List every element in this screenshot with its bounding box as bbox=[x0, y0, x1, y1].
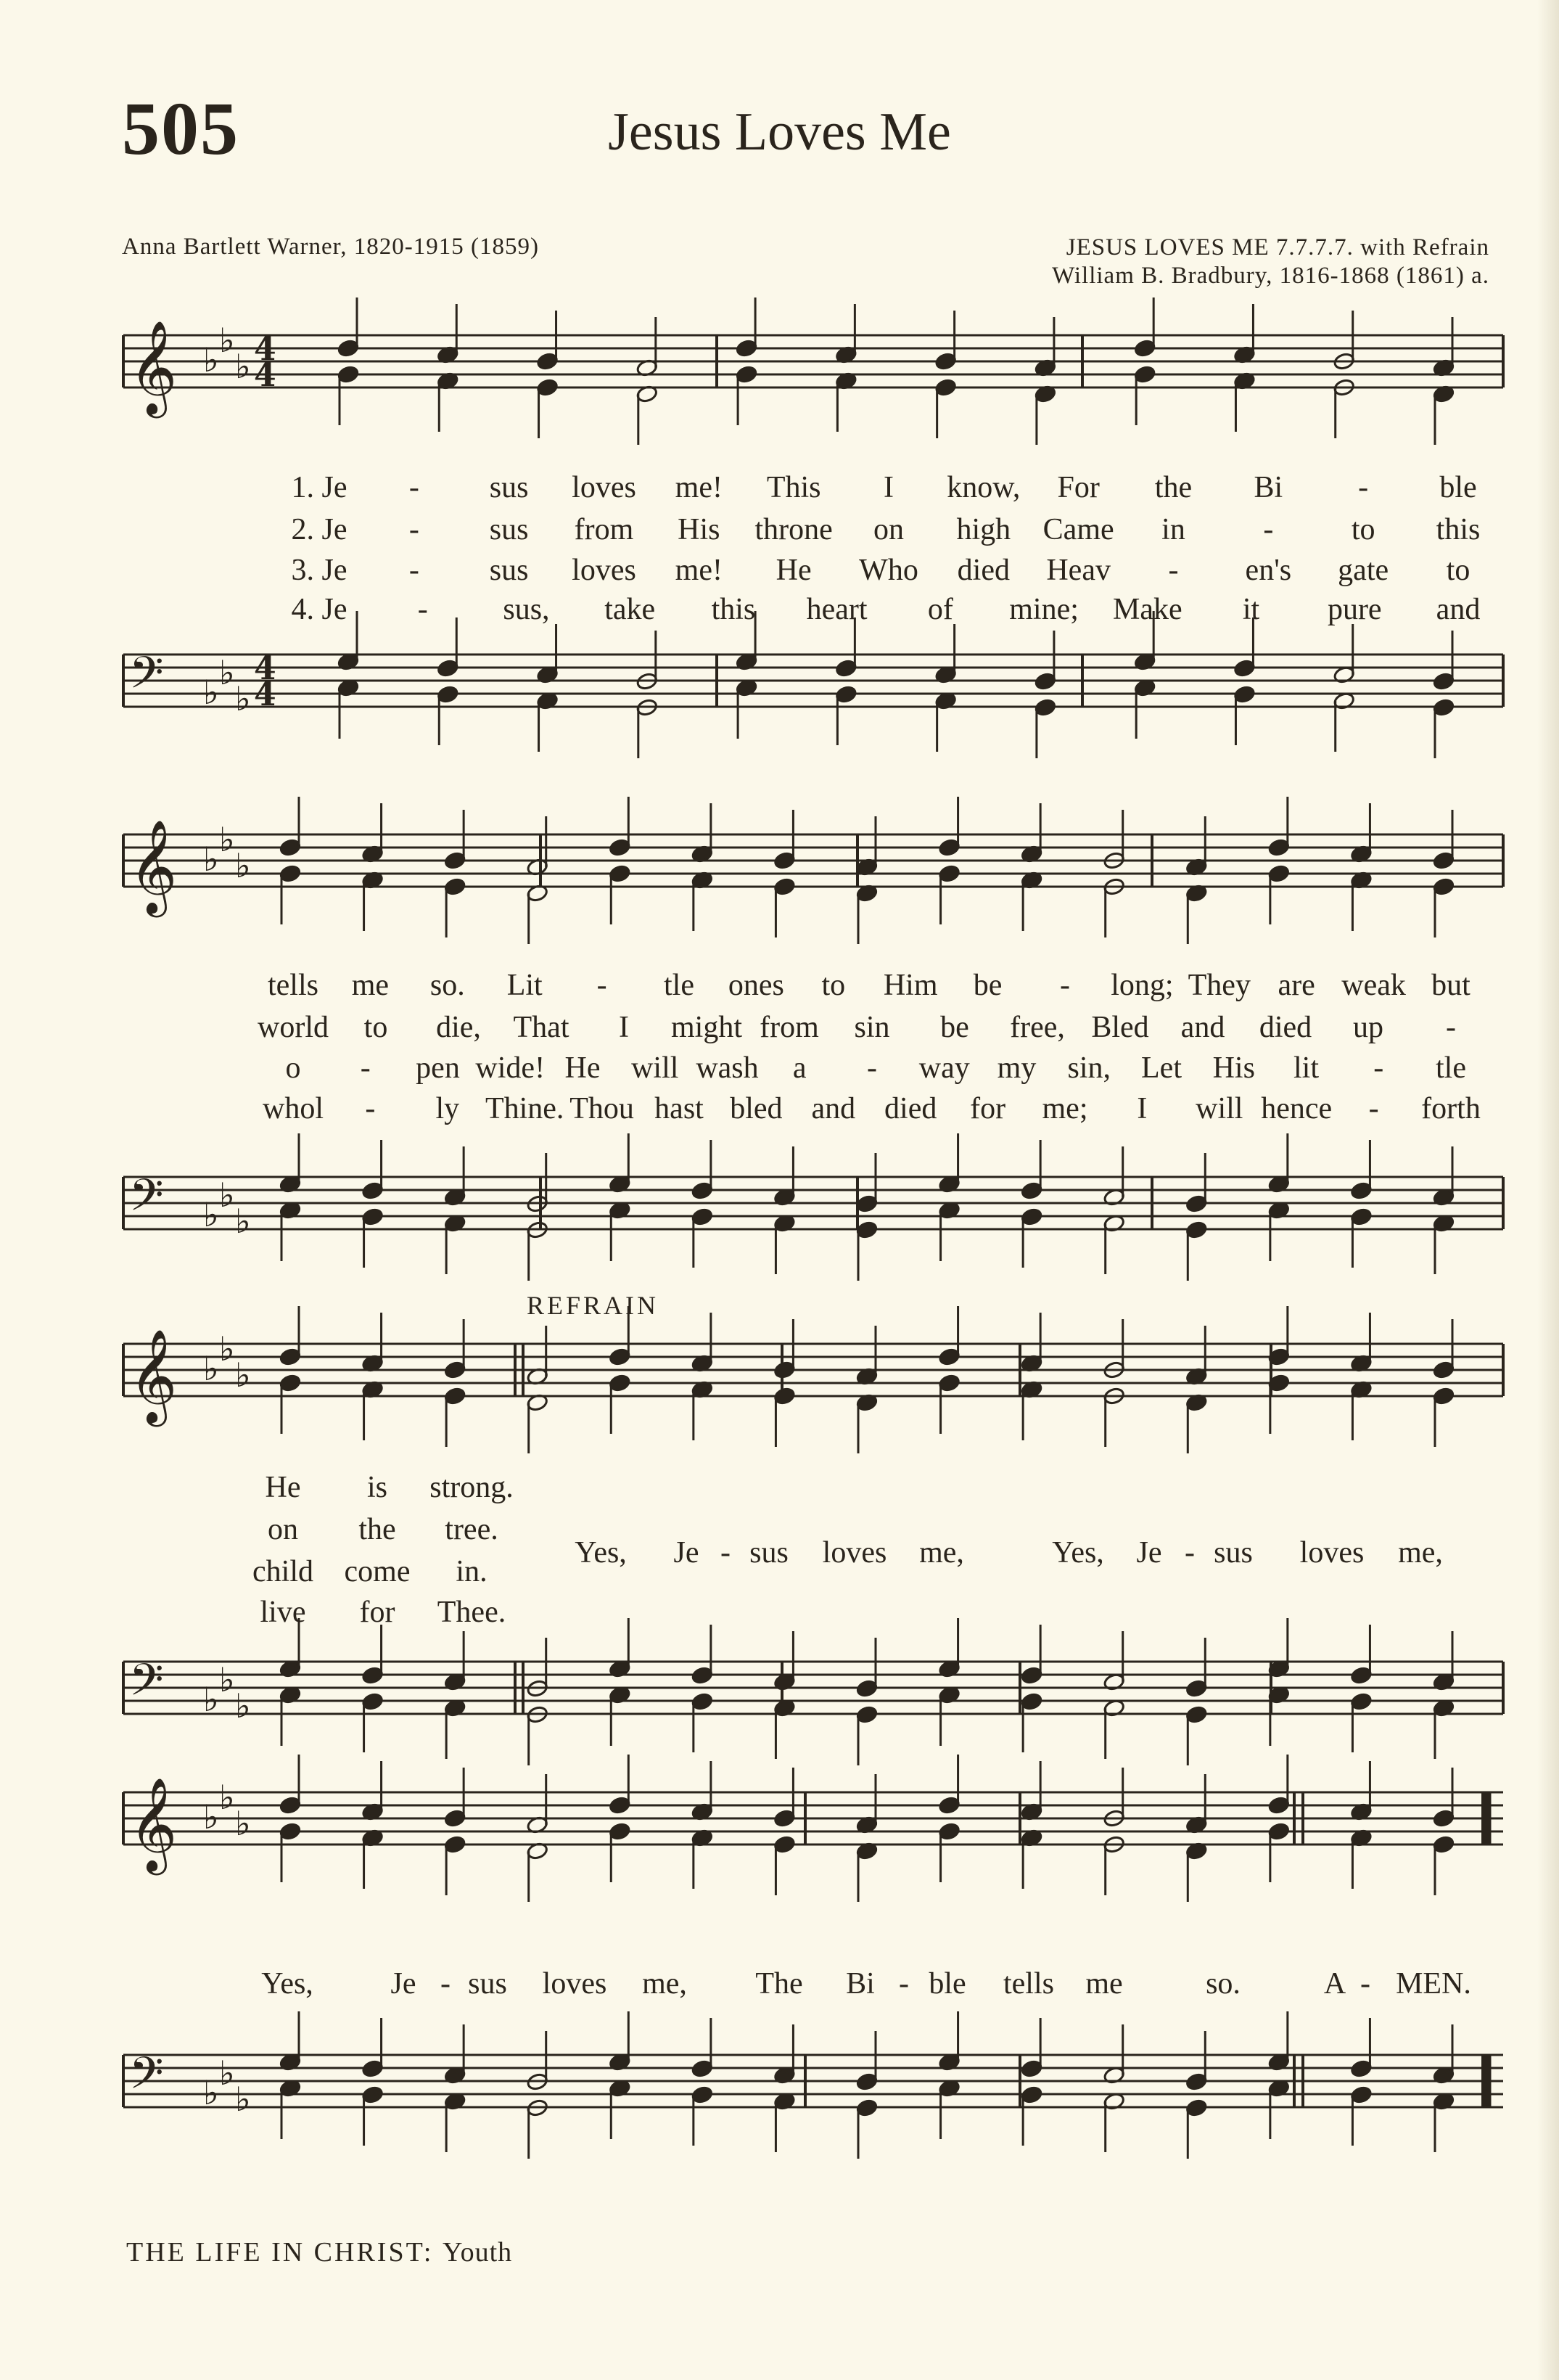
lyric-syllable: I bbox=[884, 471, 894, 504]
lyric-syllable: from bbox=[574, 513, 634, 546]
lyric-syllable: me bbox=[1085, 1967, 1123, 2001]
flat-icon: ♭ bbox=[235, 1686, 251, 1726]
lyric-syllable: whol bbox=[263, 1092, 324, 1125]
flat-icon: ♭ bbox=[235, 2080, 251, 2119]
bass-clef-icon: 𝄢 bbox=[129, 1170, 164, 1232]
lyric-syllable: ble bbox=[1439, 471, 1477, 504]
lyric-syllable: - bbox=[408, 513, 419, 546]
lyric-syllable: MEN. bbox=[1396, 1967, 1471, 2001]
flat-icon: ♭ bbox=[203, 1349, 219, 1388]
lyric-syllable: sus, bbox=[503, 593, 550, 626]
lyric-syllable: me! bbox=[675, 471, 723, 504]
lyric-syllable: - bbox=[440, 1967, 451, 2001]
author-credit: Anna Bartlett Warner, 1820-1915 (1859) bbox=[122, 234, 540, 260]
flat-icon: ♭ bbox=[203, 840, 219, 879]
lyric-syllable: sin bbox=[854, 1011, 890, 1044]
lyric-syllable: will bbox=[631, 1051, 679, 1085]
lyric-syllable: Came bbox=[1042, 513, 1114, 546]
lyric-syllable: sus bbox=[489, 471, 529, 504]
lyric-syllable: tle bbox=[664, 969, 694, 1002]
lyric-syllable: in. bbox=[456, 1555, 488, 1588]
lyric-syllable: - bbox=[408, 554, 419, 587]
lyric-syllable: They bbox=[1188, 969, 1251, 1002]
lyric-syllable: high bbox=[956, 513, 1011, 546]
lyric-syllable: - bbox=[1373, 1051, 1384, 1085]
lyric-syllable: He bbox=[776, 554, 812, 587]
lyric-syllable: know, bbox=[947, 471, 1021, 504]
lyric-syllable: mine; bbox=[1009, 593, 1079, 626]
lyric-syllable: Him bbox=[883, 969, 938, 1002]
lyric-syllable: a bbox=[792, 1051, 807, 1085]
lyric-syllable: for bbox=[970, 1092, 1006, 1125]
lyric-syllable: loves bbox=[572, 471, 636, 504]
lyric-syllable: tree. bbox=[445, 1513, 498, 1546]
lyric-syllable: die, bbox=[436, 1011, 481, 1044]
lyric-syllable: it bbox=[1242, 593, 1260, 626]
lyric-syllable: Thine. bbox=[485, 1092, 564, 1125]
hymn-number: 505 bbox=[122, 87, 239, 171]
hymn-title: Jesus Loves Me bbox=[608, 102, 951, 162]
lyric-syllable: - bbox=[867, 1051, 877, 1085]
lyric-syllable: sin, bbox=[1067, 1051, 1111, 1085]
lyric-syllable: my bbox=[997, 1051, 1037, 1085]
lyric-syllable: - bbox=[720, 1536, 731, 1569]
flat-icon: ♭ bbox=[203, 1680, 219, 1719]
lyric-syllable: way bbox=[918, 1051, 970, 1085]
lyric-syllable: ble bbox=[929, 1967, 966, 2001]
lyric-syllable: is bbox=[366, 1471, 388, 1504]
lyric-syllable: sus bbox=[489, 513, 529, 546]
lyric-syllable: This bbox=[766, 471, 821, 504]
lyric-syllable: me! bbox=[675, 554, 723, 587]
flat-icon: ♭ bbox=[219, 1660, 235, 1699]
treble-clef-icon: 𝄞 bbox=[129, 1329, 178, 1423]
lyric-syllable: 3. Je bbox=[291, 554, 347, 587]
lyric-syllable: He bbox=[564, 1051, 601, 1085]
flat-icon: ♭ bbox=[235, 1202, 251, 1241]
staff-2-treble bbox=[123, 834, 1503, 887]
flat-icon: ♭ bbox=[235, 679, 251, 718]
lyric-syllable: Bled bbox=[1091, 1011, 1149, 1044]
lyric-syllable: Make bbox=[1112, 593, 1182, 626]
section-label bbox=[126, 2236, 512, 2268]
lyric-syllable: throne bbox=[754, 513, 833, 546]
lyric-syllable: I bbox=[619, 1011, 629, 1044]
lyric-syllable: - bbox=[1060, 969, 1070, 1002]
lyric-syllable: Lit bbox=[506, 969, 543, 1002]
lyric-syllable: weak bbox=[1341, 969, 1406, 1002]
lyric-syllable: are bbox=[1278, 969, 1315, 1002]
lyric-syllable: for bbox=[359, 1596, 395, 1629]
flat-icon: ♭ bbox=[219, 653, 235, 692]
bass-clef-icon: 𝄢 bbox=[129, 647, 164, 710]
lyric-syllable: pen bbox=[416, 1051, 460, 1085]
lyric-syllable: from bbox=[760, 1011, 819, 1044]
staff-3-treble bbox=[123, 1344, 1503, 1396]
staff-3-bass bbox=[123, 1662, 1503, 1714]
flat-icon: ♭ bbox=[219, 1778, 235, 1817]
lyric-syllable: A bbox=[1323, 1967, 1346, 2001]
lyric-syllable: loves bbox=[542, 1967, 607, 2001]
lyric-syllable: Je bbox=[390, 1967, 416, 2001]
lyric-syllable: - bbox=[1358, 471, 1369, 504]
final-barline bbox=[1483, 2055, 1490, 2107]
lyric-syllable: - bbox=[417, 593, 428, 626]
lyric-syllable: sus bbox=[468, 1967, 507, 2001]
lyric-syllable: tells bbox=[268, 969, 318, 1002]
bass-clef-icon: 𝄢 bbox=[129, 2048, 164, 2110]
time-signature: 4 bbox=[254, 357, 276, 394]
lyric-syllable: lit bbox=[1293, 1051, 1320, 1085]
lyric-syllable: en's bbox=[1245, 554, 1292, 587]
time-signature: 4 bbox=[254, 331, 276, 368]
lyric-syllable: this bbox=[711, 593, 756, 626]
lyric-syllable: - bbox=[1263, 513, 1274, 546]
lyric-syllable: - bbox=[360, 1051, 371, 1085]
lyric-syllable: to bbox=[363, 1011, 388, 1044]
lyric-syllable: For bbox=[1057, 471, 1100, 504]
lyric-syllable: - bbox=[408, 471, 419, 504]
lyric-syllable: the bbox=[358, 1513, 396, 1546]
lyric-syllable: Je bbox=[1136, 1536, 1162, 1569]
lyric-syllable: Let bbox=[1141, 1051, 1182, 1085]
staff-4-treble bbox=[123, 1792, 1503, 1844]
lyric-syllable: tells bbox=[1003, 1967, 1054, 2001]
lyric-syllable: child bbox=[252, 1555, 313, 1588]
lyric-syllable: me, bbox=[919, 1536, 964, 1569]
lyric-syllable: so. bbox=[429, 969, 465, 1002]
lyric-syllable: loves bbox=[572, 554, 636, 587]
staff-4-bass bbox=[123, 2055, 1503, 2107]
lyric-syllable: wide! bbox=[475, 1051, 546, 1085]
lyric-syllable: ly bbox=[435, 1092, 460, 1125]
lyric-syllable: on bbox=[268, 1513, 298, 1546]
staff-1-treble bbox=[123, 335, 1503, 387]
lyric-syllable: free, bbox=[1010, 1011, 1065, 1044]
lyric-syllable: I bbox=[1137, 1092, 1148, 1125]
lyric-syllable: - bbox=[1368, 1092, 1379, 1125]
lyric-syllable: to bbox=[1446, 554, 1470, 587]
lyric-syllable: loves bbox=[822, 1536, 887, 1569]
lyric-syllable: hast bbox=[654, 1092, 704, 1125]
lyric-syllable: 1. Je bbox=[291, 471, 347, 504]
lyric-syllable: sus bbox=[489, 554, 529, 587]
treble-clef-icon: 𝄞 bbox=[129, 1777, 178, 1871]
lyric-syllable: take bbox=[604, 593, 656, 626]
time-signature: 4 bbox=[254, 650, 276, 687]
lyric-syllable: 2. Je bbox=[291, 513, 347, 546]
lyric-syllable: be bbox=[973, 969, 1003, 1002]
lyric-syllable: forth bbox=[1421, 1092, 1481, 1125]
lyric-syllable: to bbox=[821, 969, 846, 1002]
staff-2-bass bbox=[123, 1177, 1503, 1229]
composer-credit: William B. Bradbury, 1816-1868 (1861) a. bbox=[1052, 263, 1489, 289]
flat-icon: ♭ bbox=[235, 1804, 251, 1843]
lyric-syllable: Who bbox=[859, 554, 918, 587]
lyric-syllable: wash bbox=[696, 1051, 759, 1085]
lyric-syllable: sus bbox=[749, 1536, 789, 1569]
lyric-syllable: His bbox=[678, 513, 720, 546]
lyric-syllable: up bbox=[1353, 1011, 1383, 1044]
final-barline bbox=[1483, 1792, 1490, 1844]
lyric-syllable: Bi bbox=[1254, 471, 1283, 504]
staff-1-bass bbox=[123, 654, 1503, 707]
lyric-syllable: be bbox=[940, 1011, 969, 1044]
lyric-syllable: me bbox=[351, 969, 390, 1002]
flat-icon: ♭ bbox=[203, 340, 219, 379]
lyric-syllable: - bbox=[899, 1967, 909, 2001]
lyric-syllable: - bbox=[1185, 1536, 1195, 1569]
flat-icon: ♭ bbox=[219, 1329, 235, 1368]
lyric-syllable: Je bbox=[673, 1536, 699, 1569]
lyric-syllable: live bbox=[260, 1596, 306, 1629]
lyric-syllable: Heav bbox=[1046, 554, 1111, 587]
lyric-syllable: but bbox=[1431, 969, 1470, 1002]
lyric-syllable: in bbox=[1161, 513, 1185, 546]
lyric-syllable: world bbox=[258, 1011, 329, 1044]
flat-icon: ♭ bbox=[203, 2073, 219, 2112]
lyric-syllable: me, bbox=[1398, 1536, 1443, 1569]
flat-icon: ♭ bbox=[235, 347, 251, 386]
lyric-syllable: heart bbox=[806, 593, 868, 626]
lyric-syllable: Thou bbox=[569, 1092, 634, 1125]
lyric-syllable: - bbox=[596, 969, 607, 1002]
section-name: THE LIFE IN CHRIST: bbox=[126, 2237, 434, 2268]
lyric-syllable: - bbox=[1446, 1011, 1456, 1044]
lyric-syllable: gate bbox=[1338, 554, 1389, 587]
lyric-syllable: Yes, bbox=[575, 1536, 627, 1569]
lyric-syllable: 4. Je bbox=[291, 593, 347, 626]
lyric-syllable: o bbox=[285, 1051, 301, 1085]
subsection-name: Youth bbox=[442, 2237, 513, 2268]
lyric-syllable: died bbox=[957, 554, 1010, 587]
flat-icon: ♭ bbox=[203, 1195, 219, 1234]
flat-icon: ♭ bbox=[203, 673, 219, 712]
treble-clef-icon: 𝄞 bbox=[129, 819, 178, 914]
lyric-syllable: loves bbox=[1299, 1536, 1365, 1569]
lyric-syllable: - bbox=[1168, 554, 1179, 587]
lyric-syllable: so. bbox=[1206, 1967, 1241, 2001]
lyric-syllable: strong. bbox=[429, 1471, 514, 1504]
flat-icon: ♭ bbox=[235, 1355, 251, 1395]
bass-clef-icon: 𝄢 bbox=[129, 1654, 164, 1717]
lyric-syllable: and bbox=[1180, 1011, 1225, 1044]
lyric-syllable: Thee. bbox=[437, 1596, 506, 1629]
lyric-syllable: and bbox=[811, 1092, 856, 1125]
lyric-syllable: hence bbox=[1261, 1092, 1333, 1125]
lyric-syllable: died bbox=[884, 1092, 937, 1125]
lyric-syllable: might bbox=[670, 1011, 743, 1044]
lyric-syllable: bled bbox=[730, 1092, 783, 1125]
lyric-syllable: to bbox=[1351, 513, 1375, 546]
lyric-syllable: on bbox=[873, 513, 904, 546]
lyric-syllable: Bi bbox=[846, 1967, 875, 2001]
lyric-syllable: tle bbox=[1436, 1051, 1466, 1085]
flat-icon: ♭ bbox=[219, 1175, 235, 1215]
lyric-syllable: Yes, bbox=[1052, 1536, 1104, 1569]
lyric-syllable: me; bbox=[1042, 1092, 1088, 1125]
lyric-syllable: long; bbox=[1111, 969, 1174, 1002]
refrain-label: REFRAIN bbox=[527, 1291, 659, 1320]
lyric-syllable: Yes, bbox=[261, 1967, 313, 2001]
lyric-syllable: me, bbox=[642, 1967, 687, 2001]
lyric-syllable: His bbox=[1212, 1051, 1255, 1085]
tune-meter: JESUS LOVES ME 7.7.7.7. with Refrain bbox=[1066, 234, 1489, 260]
flat-icon: ♭ bbox=[219, 2053, 235, 2093]
lyric-syllable: this bbox=[1436, 513, 1481, 546]
lyric-syllable: He bbox=[265, 1471, 301, 1504]
lyric-syllable: died bbox=[1259, 1011, 1312, 1044]
flat-icon: ♭ bbox=[219, 321, 235, 360]
lyric-syllable: - bbox=[1360, 1967, 1370, 2001]
lyric-syllable: of bbox=[927, 593, 953, 626]
lyric-syllable: ones bbox=[728, 969, 784, 1002]
flat-icon: ♭ bbox=[219, 820, 235, 859]
lyric-syllable: come bbox=[344, 1555, 411, 1588]
lyric-syllable: and bbox=[1436, 593, 1481, 626]
lyric-syllable: the bbox=[1154, 471, 1193, 504]
treble-clef-icon: 𝄞 bbox=[129, 320, 178, 414]
lyric-syllable: That bbox=[513, 1011, 569, 1044]
lyric-syllable: will bbox=[1196, 1092, 1243, 1125]
lyric-syllable: The bbox=[755, 1967, 803, 2001]
flat-icon: ♭ bbox=[235, 846, 251, 885]
lyric-syllable: sus bbox=[1214, 1536, 1253, 1569]
flat-icon: ♭ bbox=[203, 1797, 219, 1837]
lyric-syllable: pure bbox=[1327, 593, 1382, 626]
lyric-syllable: - bbox=[365, 1092, 376, 1125]
time-signature: 4 bbox=[254, 676, 276, 713]
